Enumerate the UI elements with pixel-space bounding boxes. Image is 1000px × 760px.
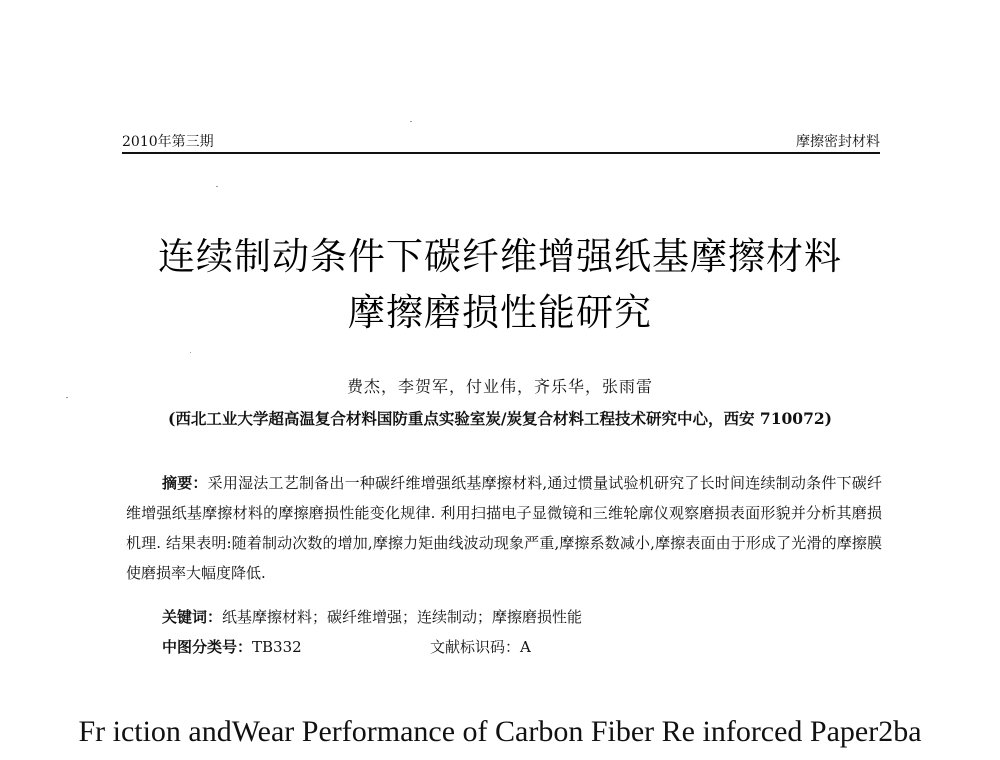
keywords bbox=[162, 606, 582, 627]
doc-code-label: 文献标识码： bbox=[430, 638, 521, 656]
abstract bbox=[126, 468, 882, 588]
scan-speck bbox=[190, 352, 191, 353]
keywords-label: 关键词： bbox=[162, 608, 223, 626]
clc-label: 中图分类号： bbox=[162, 638, 253, 656]
document-code bbox=[430, 636, 531, 657]
clc-value: TB332 bbox=[252, 638, 302, 656]
affiliation: (西北工业大学超高温复合材料国防重点实验室炭/炭复合材料工程技术研究中心，西安 710072) bbox=[168, 409, 832, 428]
doc-code-value: A bbox=[520, 638, 531, 656]
abstract-text: 采用湿法工艺制备出一种碳纤维增强纸基摩擦材料,通过惯量试验机研究了长时间连续制动条件下碳纤维增强纸基摩擦材料的摩擦磨损性能变化规律. 利用扫描电子显微镜和三维轮廓仪观察磨损表面形貌并分析其磨损机理. 结果表明:随着制动次数的增加,摩擦力矩曲线波动现象严重,摩擦系数减小,摩擦表面由于形成了光滑的摩擦膜使磨损率大幅度降低. bbox=[126, 474, 882, 582]
author-list: 费杰，李贺军，付业伟，齐乐华，张雨雷 bbox=[346, 377, 653, 396]
issue-label: 2010年第三期 bbox=[122, 134, 214, 150]
english-title: Fr iction andWear Performance of Carbon Fiber Re inforced Paper2ba bbox=[78, 715, 922, 748]
keywords-text: 纸基摩擦材料；碳纤维增强；连续制动；摩擦磨损性能 bbox=[222, 608, 583, 626]
header-rule bbox=[122, 152, 880, 154]
title-line-2: 摩擦磨损性能研究 bbox=[348, 291, 652, 334]
scan-speck bbox=[66, 397, 68, 398]
scan-speck bbox=[216, 186, 218, 187]
title-line-1: 连续制动条件下碳纤维增强纸基摩擦材料 bbox=[158, 235, 842, 278]
running-header bbox=[122, 128, 880, 152]
classification-line bbox=[162, 636, 862, 657]
journal-name: 摩擦密封材料 bbox=[796, 134, 880, 150]
scan-speck bbox=[410, 121, 412, 122]
abstract-label: 摘要： bbox=[162, 474, 208, 492]
